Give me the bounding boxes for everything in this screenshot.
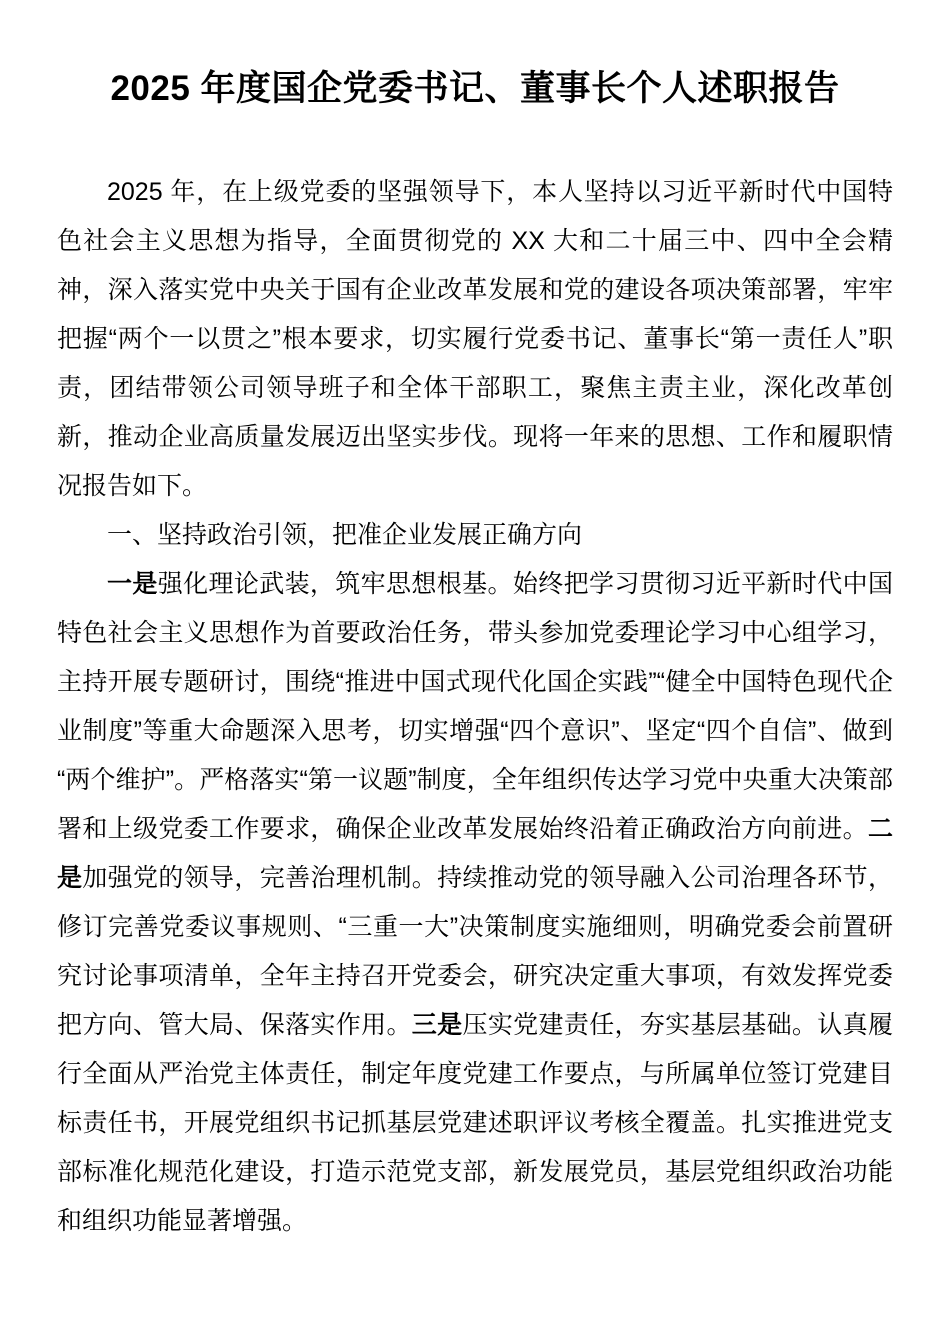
document-title: 2025 年度国企党委书记、董事长个人述职报告 bbox=[110, 69, 840, 108]
bold-lead-in: 三是 bbox=[411, 1011, 463, 1039]
paragraph-text: 2025 年，在上级党委的坚强领导下，本人坚持以习近平新时代中国特色社会主义思想为指导，全面贯彻党的 XX 大和二十届三中、四中全会精神，深入落实党中央关于国有企业改革发展和党的建设各项决策部署，牢牢把握“两个一以贯之”根本要求，切实履行党委书记、董事长“第一责任人”职责，团结带领公司领导班子和全体干部职工，聚焦主责主业，深化改革创新，推动企业高质量发展迈出坚实步伐。现将一年来的思想、工作和履职情况报告如下。 bbox=[57, 178, 893, 500]
paragraph bbox=[57, 168, 893, 511]
bold-lead-in: 一是 bbox=[107, 570, 158, 598]
document-body bbox=[57, 168, 893, 1246]
bold-lead-in: 二是 bbox=[57, 815, 893, 892]
paragraph bbox=[57, 560, 893, 1246]
paragraph-text: 压实党建责任，夯实基层基础。认真履行全面从严治党主体责任，制定年度党建工作要点，与所属单位签订党建目标责任书，开展党组织书记抓基层党建述职评议考核全覆盖。扎实推进党支部标准化规范化建设，打造示范党支部，新发展党员，基层党组织政治功能和组织功能显著增强。 bbox=[57, 1011, 893, 1235]
paragraph-text: 一、坚持政治引领，把准企业发展正确方向 bbox=[107, 521, 583, 549]
paragraph-text: 强化理论武装，筑牢思想根基。始终把学习贯彻习近平新时代中国特色社会主义思想作为首要政治任务，带头参加党委理论学习中心组学习，主持开展专题研讨，围绕“推进中国式现代化国企实践”“健全中国特色现代企业制度”等重大命题深入思考，切实增强“四个意识”、坚定“四个自信”、做到“两个维护”。严格落实“第一议题”制度，全年组织传达学习党中央重大决策部署和上级党委工作要求，确保企业改革发展始终沿着正确政治方向前进。 bbox=[57, 570, 893, 843]
section-heading bbox=[57, 511, 893, 560]
paragraph-text: 加强党的领导，完善治理机制。持续推动党的领导融入公司治理各环节，修订完善党委议事规则、“三重一大”决策制度实施细则，明确党委会前置研究讨论事项清单，全年主持召开党委会，研究决定重大事项，有效发挥党委把方向、管大局、保落实作用。 bbox=[57, 864, 893, 1039]
